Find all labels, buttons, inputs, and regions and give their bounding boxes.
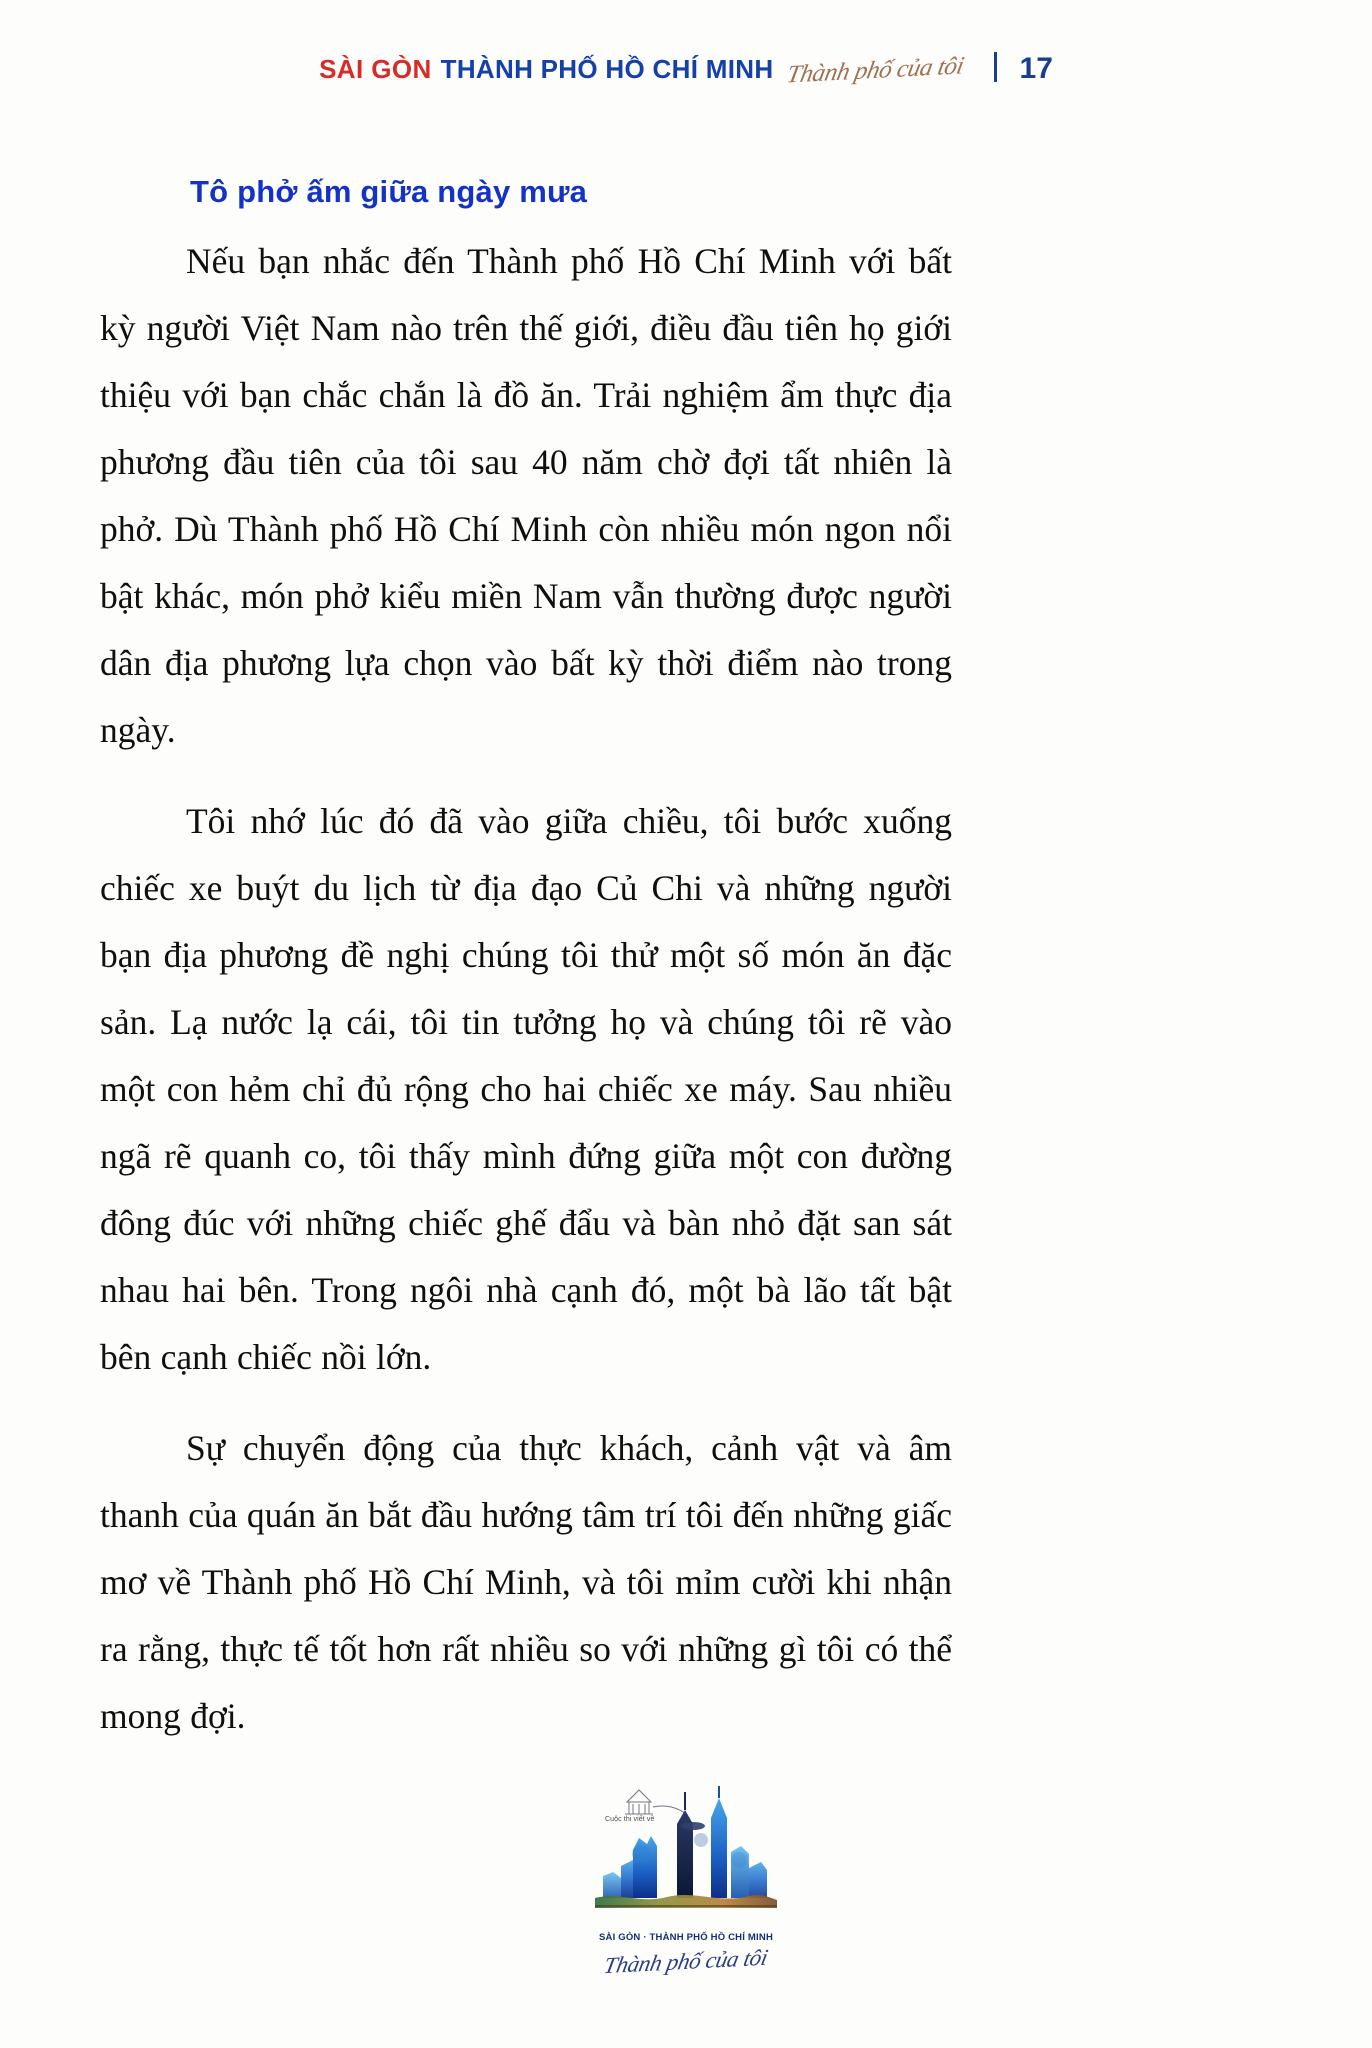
header-script-signature: Thành phố của tôi [784, 52, 967, 89]
book-emblem [0, 1780, 1372, 1979]
paragraph: Nếu bạn nhắc đến Thành phố Hồ Chí Minh với bất kỳ người Việt Nam nào trên thế giới, điều đầu tiên họ giới thiệu với bạn chắc chắn là đồ ăn. Trải nghiệm ẩm thực địa phương đầu tiên của tôi sau 40 năm chờ đợi tất nhiên là phở. Dù Thành phố Hồ Chí Minh còn nhiều món ngon nổi bật khác, món phở kiểu miền Nam vẫn thường được người dân địa phương lựa chọn vào bất kỳ thời điểm nào trong ngày. [100, 241, 952, 750]
body-text-column [100, 228, 952, 1750]
emblem-tiny-text: Cuộc thi viết về [605, 1816, 655, 1823]
section-heading: Tô phở ấm giữa ngày mưa [190, 173, 588, 209]
paragraph: Tôi nhớ lúc đó đã vào giữa chiều, tôi bước xuống chiếc xe buýt du lịch từ địa đạo Củ Chi và những người bạn địa phương đề nghị chúng tôi thử một số món ăn đặc sản. Lạ nước lạ cái, tôi tin tưởng họ và chúng tôi rẽ vào một con hẻm chỉ đủ rộng cho hai chiếc xe máy. Sau nhiều ngã rẽ quanh co, tôi thấy mình đứng giữa một con đường đông đúc với những chiếc ghế đẩu và bàn nhỏ đặt san sát nhau hai bên. Trong ngôi nhà cạnh đó, một bà lão tất bật bên cạnh chiếc nồi lớn. [100, 801, 952, 1377]
page-number: 17 [1019, 52, 1053, 85]
header-brand-hcmc: THÀNH PHỐ HỒ CHÍ MINH [440, 54, 774, 84]
paragraph: Sự chuyển động của thực khách, cảnh vật và âm thanh của quán ăn bắt đầu hướng tâm trí tôi đến những giấc mơ về Thành phố Hồ Chí Minh, và tôi mỉm cười khi nhận ra rằng, thực tế tốt hơn rất nhiều so với những gì tôi có thể mong đợi. [100, 1428, 952, 1736]
running-header [0, 48, 1372, 89]
city-skyline-logo-icon [581, 1780, 791, 1930]
emblem-caption: SÀI GÒN · THÀNH PHỐ HỒ CHÍ MINH [598, 1932, 774, 1943]
header-brand-saigon: SÀI GÒN [319, 54, 432, 84]
emblem-script-signature: Thành phố của tôi [602, 1944, 771, 1979]
header-divider [994, 52, 997, 82]
